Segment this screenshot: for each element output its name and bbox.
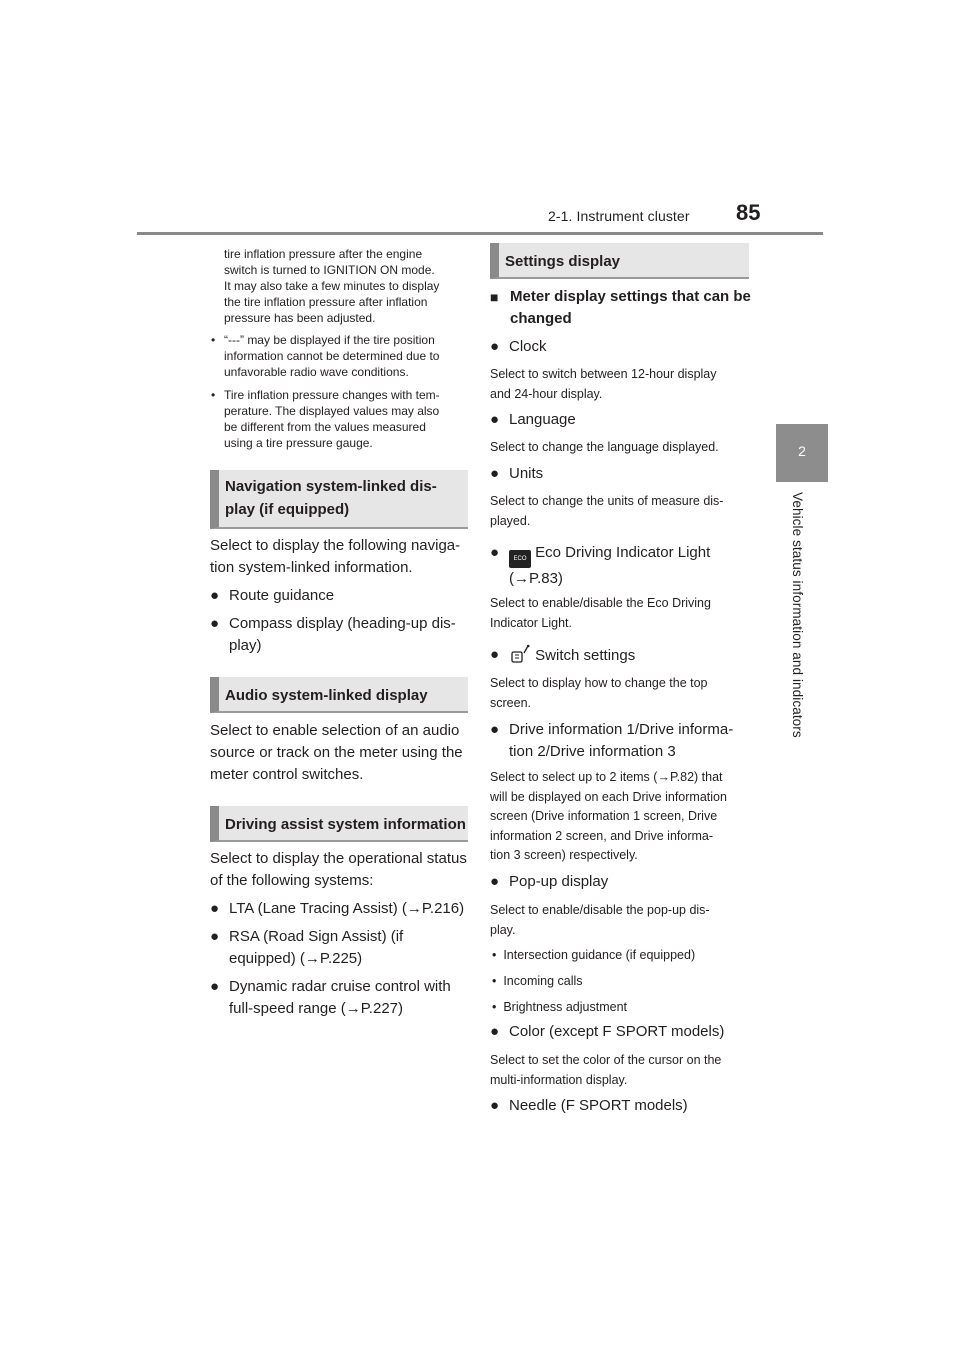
chapter-label: Vehicle status information and indicators xyxy=(790,492,805,738)
page-number: 85 xyxy=(736,200,761,225)
audio-description: Select to enable selection of an audio source or track on the meter using the meter control switches. xyxy=(210,722,463,783)
list-item: ● LTA (Lane Tracing Assist) (→P.216) xyxy=(210,900,465,917)
heading-navigation-linked: Navigation system-linked dis- play (if equipped) xyxy=(210,470,468,529)
list-item: ● Route guidance xyxy=(210,587,335,604)
setting-description: Select to display how to change the top screen. xyxy=(490,676,708,710)
setting-clock: ● Clock xyxy=(490,338,547,355)
setting-description: Select to switch between 12-hour display and 24-hour display. xyxy=(490,367,717,401)
list-item: ● Dynamic radar cruise control with full-speed range (→P.227) xyxy=(210,978,451,1017)
setting-description: Select to select up to 2 items (→P.82) that will be displayed on each Drive information screen (Drive information 1 screen, Drive information 2 screen, and Drive informa- tion 3 screen) respectively. xyxy=(490,770,727,862)
setting-popup-display: ● Pop-up display xyxy=(490,873,609,890)
setting-eco-indicator: ● ECO Eco Driving Indicator Light (→P.83) xyxy=(490,544,711,587)
setting-description: Select to enable/disable the Eco Driving Indicator Light. xyxy=(490,596,711,630)
popup-items xyxy=(492,946,695,1024)
heading-audio-linked: Audio system-linked display xyxy=(210,677,468,713)
note-temperature: • Tire inflation pressure changes with tem- perature. The displayed values may also be different from the values measured using a tire pressure gauge. xyxy=(211,388,440,450)
setting-needle: ● Needle (F SPORT models) xyxy=(490,1097,688,1114)
list-item: • Brightness adjustment xyxy=(492,1000,628,1014)
note-bullet: • xyxy=(211,388,216,402)
nav-description: Select to display the following naviga- tion system-linked information. xyxy=(210,537,461,576)
section-title: 2-1. Instrument cluster xyxy=(548,208,690,224)
intro-paragraph: tire inflation pressure after the engine switch is turned to IGNITION ON mode. It may also take a few minutes to display the tire inflation pressure after inflation pressure has been adjusted. xyxy=(224,247,440,325)
list-item: • Intersection guidance (if equipped) xyxy=(492,948,696,962)
setting-drive-information: ● Drive information 1/Drive informa- tion 2/Drive information 3 xyxy=(490,721,734,760)
setting-description: Select to change the language displayed. xyxy=(490,440,719,454)
list-item: ● RSA (Road Sign Assist) (if equipped) (→P.225) xyxy=(210,928,404,967)
heading-settings-display: Settings display xyxy=(490,243,749,279)
setting-color: ● Color (except F SPORT models) xyxy=(490,1023,725,1040)
square-bullet-icon: ■ xyxy=(490,289,499,305)
setting-description: Select to set the color of the cursor on the multi-information display. xyxy=(490,1053,722,1087)
setting-description: Select to enable/disable the pop-up dis- play. xyxy=(490,903,710,937)
subsection-title: ■ Meter display settings that can be changed xyxy=(490,288,751,327)
setting-description: Select to change the units of measure dis- played. xyxy=(490,494,724,528)
setting-units: ● Units xyxy=(490,465,544,482)
list-item: ● Compass display (heading-up dis- play) xyxy=(210,615,456,654)
heading-driving-assist: Driving assist system information xyxy=(210,806,468,842)
chapter-number: 2 xyxy=(798,443,806,459)
list-item: • Incoming calls xyxy=(492,974,583,988)
header-rule xyxy=(137,232,823,235)
eco-indicator-icon: ECO xyxy=(509,550,531,568)
setting-language: ● Language xyxy=(490,411,576,428)
note-tire-position: • “---” may be displayed if the tire position information cannot be determined due to unfavorable radio wave conditions. xyxy=(211,333,440,379)
switch-settings-icon xyxy=(509,644,531,664)
note-bullet: • xyxy=(211,333,216,347)
driving-description: Select to display the operational status of the following systems: xyxy=(210,850,467,889)
setting-switch: ● Switch settings xyxy=(490,646,636,664)
